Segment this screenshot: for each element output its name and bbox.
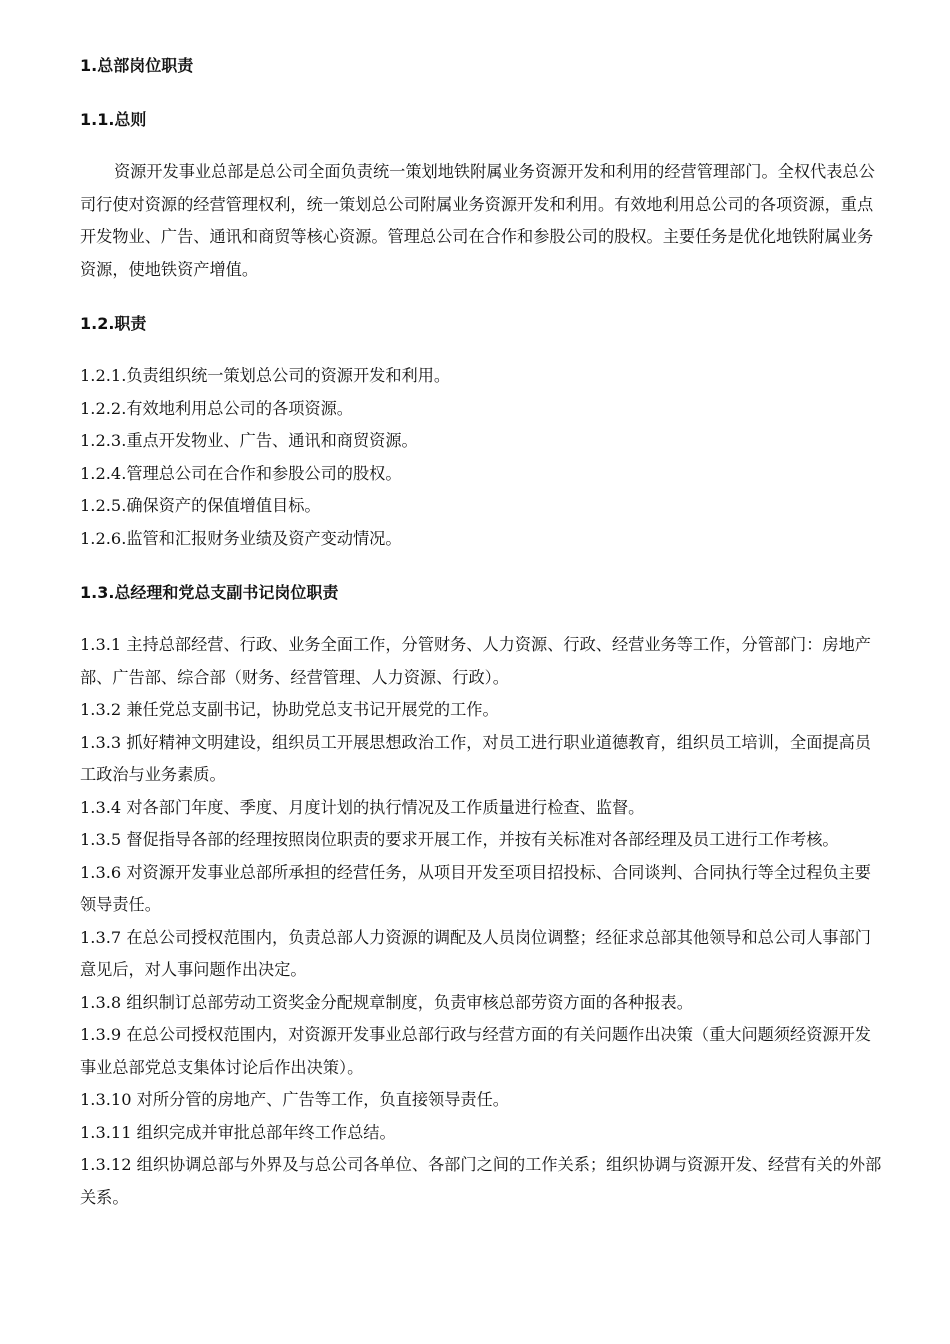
list-item: 1.2.6.监管和汇报财务业绩及资产变动情况。: [80, 528, 402, 548]
spacer: [80, 555, 885, 577]
spacer: [80, 609, 885, 629]
list-item: 1.3.11 组织完成并审批总部年终工作总结。: [80, 1122, 396, 1142]
heading-1-1: 1.1.总则: [80, 110, 147, 129]
list-item: 1.2.2.有效地利用总公司的各项资源。: [80, 398, 353, 418]
list-item: 1.3.12 组织协调总部与外界及与总公司各单位、各部门之间的工作关系；组织协调与资源开发、经营有关的外部关系。: [80, 1155, 882, 1207]
list-item: 1.2.5.确保资产的保值增值目标。: [80, 496, 321, 515]
list-item: 1.3.10 对所分管的房地产、广告等工作，负直接领导责任。: [80, 1090, 509, 1109]
spacer: [80, 82, 885, 104]
spacer: [80, 340, 885, 360]
duty-list: [80, 360, 885, 555]
document-page: [80, 50, 885, 1214]
spacer: [80, 286, 885, 308]
list-item: 1.2.4.管理总公司在合作和参股公司的股权。: [80, 463, 402, 483]
list-item: 1.3.5 督促指导各部的经理按照岗位职责的要求开展工作，并按有关标准对各部经理及员工进行工作考核。: [80, 830, 839, 849]
general-paragraph: 资源开发事业总部是总公司全面负责统一策划地铁附属业务资源开发和利用的经营管理部门。全权代表总公司行使对资源的经营管理权利，统一策划总公司附属业务资源开发和利用。有效地利用总公司的各项资源，重点开发物业、广告、通讯和商贸等核心资源。管理总公司在合作和参股公司的股权。主要任务是优化地铁附属业务资源，使地铁资产增值。: [80, 162, 875, 279]
list-item: 1.3.9 在总公司授权范围内，对资源开发事业总部行政与经营方面的有关问题作出决策（重大问题须经资源开发事业总部党总支集体讨论后作出决策）。: [80, 1025, 871, 1077]
list-item: 1.3.6 对资源开发事业总部所承担的经营任务，从项目开发至项目招投标、合同谈判、合同执行等全过程负主要领导责任。: [80, 862, 871, 914]
list-item: 1.2.3.重点开发物业、广告、通讯和商贸资源。: [80, 431, 418, 450]
list-item: 1.2.1.负责组织统一策划总公司的资源开发和利用。: [80, 366, 451, 385]
gm-duty-list: [80, 629, 885, 1214]
list-item: 1.3.7 在总公司授权范围内，负责总部人力资源的调配及人员岗位调整；经征求总部其他领导和总公司人事部门意见后，对人事问题作出决定。: [80, 927, 871, 979]
list-item: 1.3.3 抓好精神文明建设，组织员工开展思想政治工作，对员工进行职业道德教育，组织员工培训，全面提高员工政治与业务素质。: [80, 732, 871, 784]
list-item: 1.3.1 主持总部经营、行政、业务全面工作，分管财务、人力资源、行政、经营业务等工作，分管部门：房地产部、广告部、综合部（财务、经营管理、人力资源、行政）。: [80, 635, 871, 687]
list-item: 1.3.8 组织制订总部劳动工资奖金分配规章制度，负责审核总部劳资方面的各种报表。: [80, 992, 693, 1012]
heading-1-3: 1.3.总经理和党总支副书记岗位职责: [80, 583, 339, 602]
heading-1-2: 1.2.职责: [80, 314, 147, 333]
spacer: [80, 136, 885, 156]
list-item: 1.3.2 兼任党总支副书记，协助党总支书记开展党的工作。: [80, 700, 499, 719]
heading-1: 1.总部岗位职责: [80, 56, 194, 75]
list-item: 1.3.4 对各部门年度、季度、月度计划的执行情况及工作质量进行检查、监督。: [80, 797, 645, 817]
